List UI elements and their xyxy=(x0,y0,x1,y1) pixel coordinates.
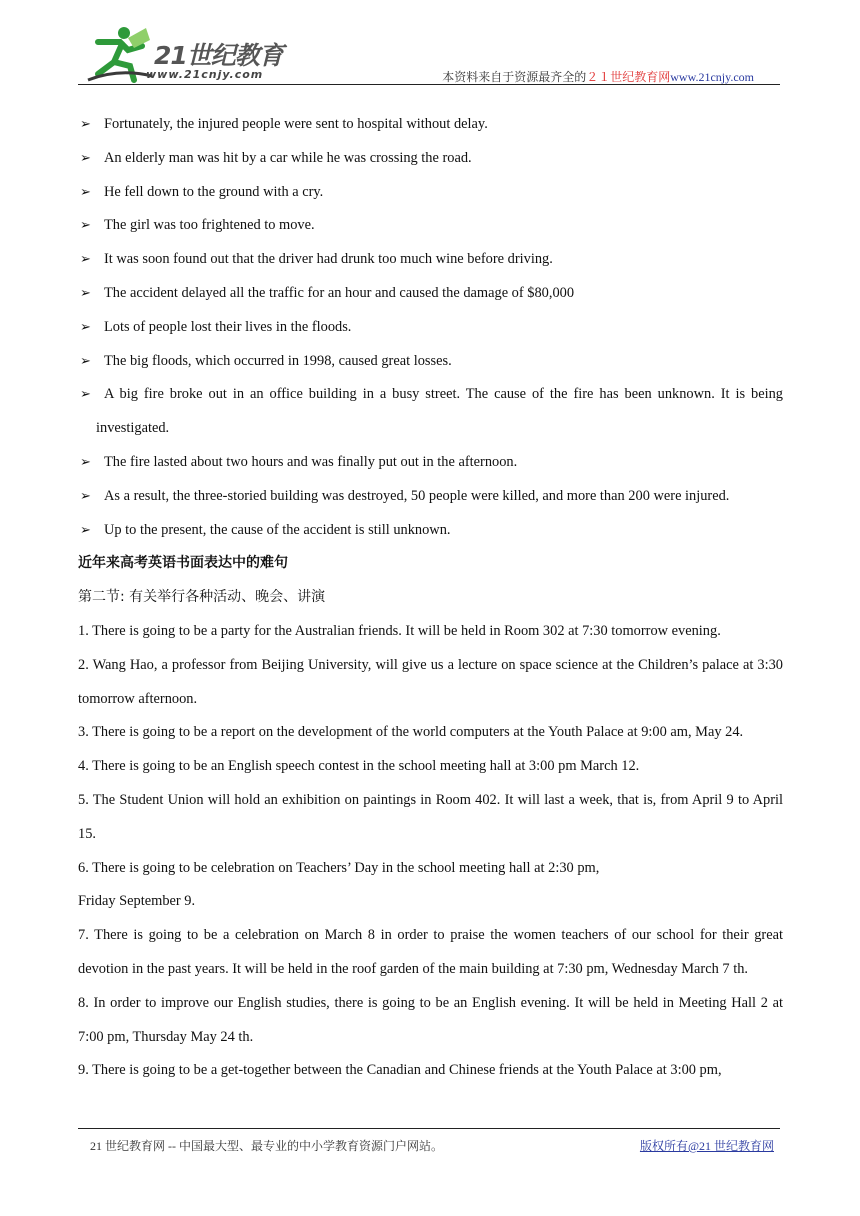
logo-url: www.21cnjy.com xyxy=(146,68,264,81)
bullet-item xyxy=(78,277,783,311)
header-note-brand[interactable]: ２１世纪教育网 xyxy=(586,70,671,84)
arrow-bullet-icon: ➢ xyxy=(80,252,91,268)
paragraph: Friday September 9. xyxy=(78,893,196,910)
arrow-bullet-icon: ➢ xyxy=(80,285,91,301)
paragraph: 4. There is going to be an English speech contest in the school meeting hall at 3:00 pm March 12. xyxy=(78,758,640,775)
footer-copyright-link[interactable]: 版权所有@21 世纪教育网 xyxy=(639,1139,774,1153)
bullet-text: The big floods, which occurred in 1998, caused great losses. xyxy=(104,352,452,369)
paragraph: 6. There is going to be celebration on Teachers’ Day in the school meeting hall at 2:30 pm, xyxy=(78,859,600,876)
arrow-bullet-icon: ➢ xyxy=(80,387,91,403)
section-title: 近年来高考英语书面表达中的难句 xyxy=(78,555,288,572)
site-logo xyxy=(84,24,294,84)
bullet-text: He fell down to the ground with a cry. xyxy=(104,183,324,200)
bullet-text: Fortunately, the injured people were sent to hospital without delay. xyxy=(104,116,488,132)
bullet-item xyxy=(78,243,783,277)
bullet-item xyxy=(78,108,783,142)
bullet-item xyxy=(78,345,783,379)
arrow-bullet-icon: ➢ xyxy=(80,488,91,504)
footer-tagline: 21 世纪教育网 -- 中国最大型、最专业的中小学教育资源门户网站。 xyxy=(90,1139,443,1153)
arrow-bullet-icon: ➢ xyxy=(80,150,91,166)
bullet-item xyxy=(78,378,783,446)
bullet-text: The accident delayed all the traffic for an hour and caused the damage of $80,000 xyxy=(104,284,575,301)
paragraph: 7. There is going to be a celebration on March 8 in order to praise the women teachers of our school for their great devotion in the past years. It will be held in the roof garden of the main building at 7:30 pm, Wednesday March 7 th. xyxy=(78,927,783,977)
logo-text: 21世纪教育 xyxy=(154,41,283,70)
arrow-bullet-icon: ➢ xyxy=(80,184,91,200)
arrow-bullet-icon: ➢ xyxy=(80,522,91,538)
subsection-title: 第二节: 有关举行各种活动、晚会、讲演 xyxy=(78,589,326,606)
bullet-item xyxy=(78,142,783,176)
bullet-text: The fire lasted about two hours and was finally put out in the afternoon. xyxy=(104,453,518,470)
bullet-item xyxy=(78,446,783,480)
paragraph: 1. There is going to be a party for the Australian friends. It will be held in Room 302 at 7:30 tomorrow evening. xyxy=(78,622,721,639)
paragraph: 2. Wang Hao, a professor from Beijing University, will give us a lecture on space science at the Children’s palace at 3:30 tomorrow afternoon. xyxy=(78,656,783,707)
bullet-item xyxy=(78,480,783,514)
header-divider xyxy=(78,84,780,85)
arrow-bullet-icon: ➢ xyxy=(80,117,91,132)
document-body xyxy=(78,108,783,1088)
arrow-bullet-icon: ➢ xyxy=(80,218,91,234)
paragraph: 9. There is going to be a get-together between the Canadian and Chinese friends at the Youth Palace at 3:00 pm, xyxy=(78,1062,722,1079)
paragraph: 3. There is going to be a report on the development of the world computers at the Youth Palace at 9:00 am, May 24. xyxy=(78,724,744,741)
arrow-bullet-icon: ➢ xyxy=(80,319,91,335)
arrow-bullet-icon: ➢ xyxy=(80,353,91,369)
bullet-item xyxy=(78,209,783,243)
bullet-text: A big fire broke out in an office building in a busy street. The cause of the fire has been unknown. It is being investigated. xyxy=(96,386,783,437)
footer-divider xyxy=(78,1128,780,1129)
runner-icon xyxy=(84,24,154,84)
header-note xyxy=(442,68,754,85)
bullet-text: It was soon found out that the driver had drunk too much wine before driving. xyxy=(104,251,553,268)
header-note-prefix: 本资料来自于资源最齐全的 xyxy=(442,70,587,84)
bullet-text: An elderly man was hit by a car while he was crossing the road. xyxy=(104,149,472,166)
paragraph: 5. The Student Union will hold an exhibition on paintings in Room 402. It will last a week, that is, from April 9 to April 15. xyxy=(78,791,783,842)
bullet-item xyxy=(78,311,783,345)
bullet-item xyxy=(78,514,783,548)
bullet-text: The girl was too frightened to move. xyxy=(104,217,315,234)
paragraph: 8. In order to improve our English studies, there is going to be an English evening. It will be held in Meeting Hall 2 at 7:00 pm, Thursday May 24 th. xyxy=(78,994,783,1045)
bullet-item xyxy=(78,176,783,210)
bullet-text: Lots of people lost their lives in the floods. xyxy=(104,318,352,335)
bullet-text: Up to the present, the cause of the accident is still unknown. xyxy=(104,521,451,538)
bullet-text: As a result, the three-storied building was destroyed, 50 people were killed, and more than 200 were injured. xyxy=(104,487,730,504)
header-note-site[interactable]: www.21cnjy.com xyxy=(670,70,754,84)
arrow-bullet-icon: ➢ xyxy=(80,454,91,470)
page-header xyxy=(78,18,780,86)
